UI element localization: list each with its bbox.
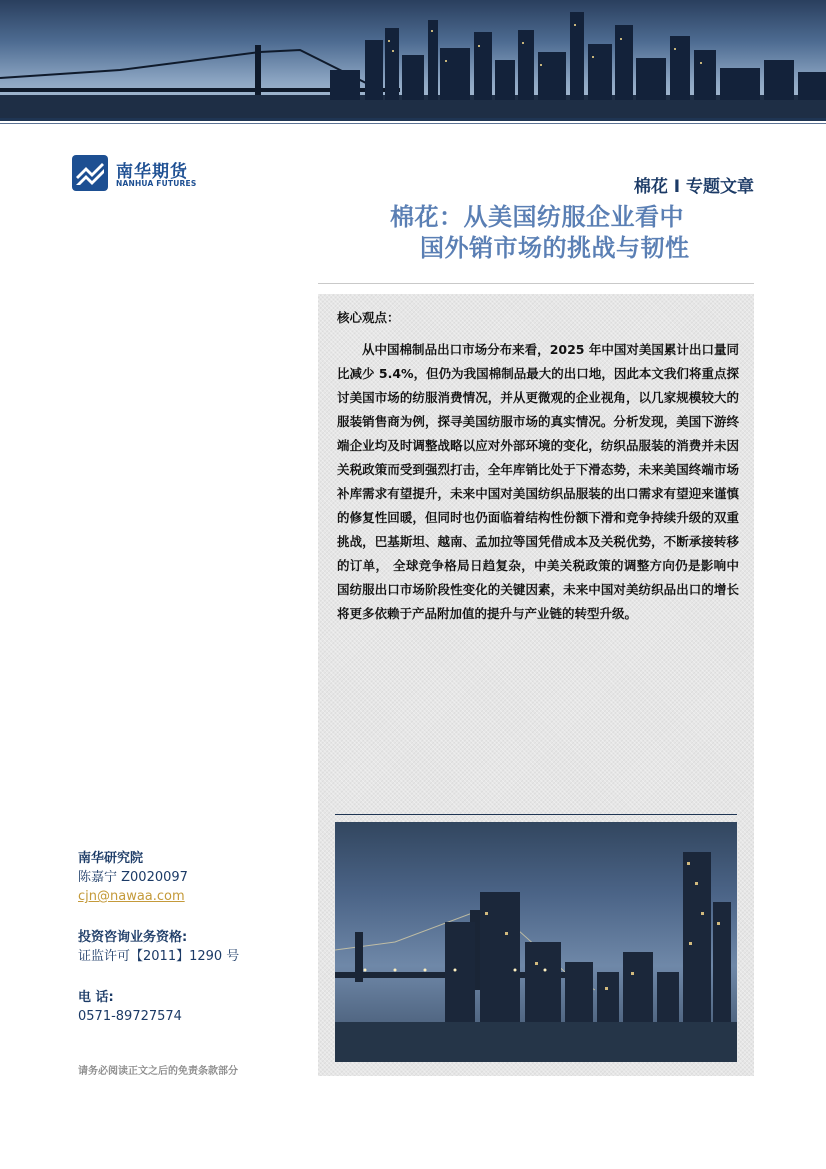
company-logo — [72, 155, 202, 191]
phone-value: 0571-89727574 — [78, 1009, 182, 1024]
logo-chinese-name: 南华期货 — [116, 162, 188, 182]
banner-divider — [0, 118, 826, 121]
disclaimer-note: 请务必阅读正文之后的免责条款部分 — [78, 1066, 238, 1077]
title-divider — [318, 283, 754, 284]
nanhua-logo-icon — [72, 155, 108, 191]
analyst-name: 陈嘉宁 Z0020097 — [78, 870, 188, 885]
analyst-email-link[interactable]: cjn@nawaa.com — [78, 889, 185, 904]
report-title-line-1: 棉花：从美国纺服企业看中 — [390, 203, 684, 231]
city-night-photo — [335, 822, 737, 1062]
contact-info — [78, 849, 298, 1026]
report-title-line-2: 国外销市场的挑战与韧性 — [420, 234, 690, 262]
summary-heading: 核心观点： — [337, 310, 400, 325]
qualification-value: 证监许可【2011】1290 号 — [78, 949, 240, 964]
bridge-skyline-image — [335, 822, 737, 1062]
summary-panel — [318, 294, 754, 1076]
header-banner — [0, 0, 826, 118]
city-skyline-image — [0, 0, 826, 118]
logo-english-name: NANHUA FUTURES — [116, 179, 197, 188]
banner-divider-thin — [0, 123, 826, 124]
phone-label: 电 话: — [78, 990, 114, 1005]
report-category: 棉花 I 专题文章 — [633, 177, 754, 197]
qualification-label: 投资咨询业务资格: — [78, 930, 188, 945]
institute-name: 南华研究院 — [78, 851, 144, 866]
summary-body: 从中国棉制品出口市场分布来看，2025 年中国对美国累计出口量同比减少 5.4%，但仍为我国棉制品最大的出口地，因此本文我们将重点探讨美国市场的纺服消费情况，并从更微观的企业视角，以几家规模较大的服装销售商为例，探寻美国纺服市场的真实情况。分析发现，美国下游终端企业均及时调整战略以应对外部环境的变化，纺织品服装的消费并未因关税政策而受到强烈打击，全年库销比处于下滑态势，未来美国终端市场补库需求有望提升，未来中国对美国纺织品服装的出口需求有望迎来谨慎的修复性回暖，但同时也仍面临着结构性份额下滑和竞争持续升级的双重挑战，巴基斯坦、越南、孟加拉等国凭借成本及关税优势，不断承接转移的订单， 全球竞争格局日趋复杂，中美关税政策的调整方向仍是影响中国纺服出口市场阶段性变化的关键因素，未来中国对美纺织品出口的增长将更多依赖于产品附加值的提升与产业链的转型升级。 — [337, 342, 739, 621]
photo-divider — [335, 814, 737, 815]
